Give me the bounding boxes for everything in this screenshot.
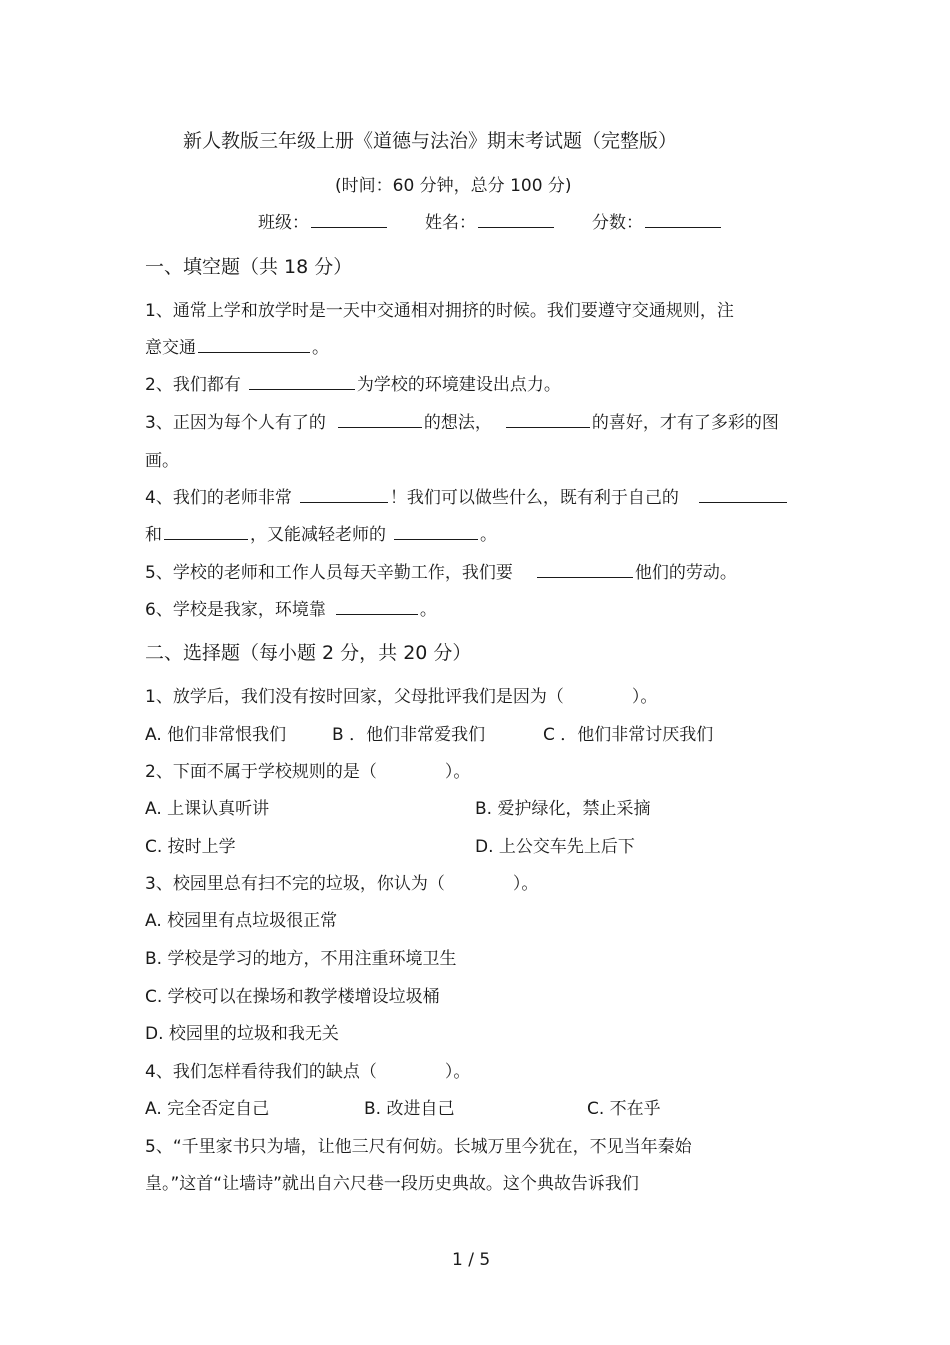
page-number: 1 / 5 xyxy=(452,1250,491,1270)
exam-info: (时间：60 分钟，总分 100 分) xyxy=(335,176,572,196)
fill-q4-blank-1[interactable] xyxy=(300,487,388,503)
choice-q4-option-c[interactable]: C. 不在乎 xyxy=(587,1099,661,1119)
page-title: 新人教版三年级上册《道德与法治》期末考试题（完整版） xyxy=(183,130,678,152)
fill-q2-blank[interactable] xyxy=(249,374,355,390)
choice-q2-option-d[interactable]: D. 上公交车先上后下 xyxy=(475,837,635,857)
fill-q4-line2: 和 ，又能减轻老师的 。 xyxy=(145,525,497,545)
fill-q4-blank-4[interactable] xyxy=(394,524,478,540)
section-choice-title: 二、选择题（每小题 2 分，共 20 分） xyxy=(145,642,472,664)
choice-q1-option-b[interactable]: B ．他们非常爱我们 xyxy=(332,725,486,745)
fill-q4-blank-2[interactable] xyxy=(699,487,787,503)
fill-q5: 5、学校的老师和工作人员每天辛勤工作，我们要 他们的劳动。 xyxy=(145,563,737,583)
fill-q3-blank-1[interactable] xyxy=(338,412,422,428)
fill-q1-line1: 1、通常上学和放学时是一天中交通相对拥挤的时候。我们要遵守交通规则，注 xyxy=(145,301,734,321)
class-label: 班级： xyxy=(258,213,309,233)
class-field[interactable] xyxy=(311,212,387,228)
student-info-row xyxy=(258,212,723,234)
choice-q4-option-b[interactable]: B. 改进自己 xyxy=(364,1099,455,1119)
fill-q4-blank-3[interactable] xyxy=(164,524,248,540)
score-field[interactable] xyxy=(645,212,721,228)
fill-q6-blank[interactable] xyxy=(336,599,418,615)
choice-q2-option-a[interactable]: A. 上课认真听讲 xyxy=(145,799,270,819)
choice-q3-option-d[interactable]: D. 校园里的垃圾和我无关 xyxy=(145,1024,339,1044)
choice-q2-option-b[interactable]: B. 爱护绿化，禁止采摘 xyxy=(475,799,651,819)
choice-q3-option-a[interactable]: A. 校园里有点垃圾很正常 xyxy=(145,911,338,931)
section-fill-in-title: 一、填空题（共 18 分） xyxy=(145,256,353,278)
choice-q3-option-b[interactable]: B. 学校是学习的地方，不用注重环境卫生 xyxy=(145,949,457,969)
choice-q3: 3、校园里总有扫不完的垃圾，你认为（ ）。 xyxy=(145,874,539,894)
fill-q1-line2: 意交通 。 xyxy=(145,338,329,358)
name-field[interactable] xyxy=(478,212,554,228)
score-label: 分数： xyxy=(592,213,643,233)
choice-q5-line1: 5、“千里家书只为墙，让他三尺有何妨。长城万里今犹在，不见当年秦始 xyxy=(145,1137,692,1157)
choice-q4-option-a[interactable]: A. 完全否定自己 xyxy=(145,1099,270,1119)
choice-q4: 4、我们怎样看待我们的缺点（ ）。 xyxy=(145,1062,471,1082)
choice-q1: 1、放学后，我们没有按时回家，父母批评我们是因为（ ）。 xyxy=(145,687,658,707)
fill-q3-line1: 3、正因为每个人有了的 的想法， 的喜好，才有了多彩的图 xyxy=(145,413,779,433)
choice-q2: 2、下面不属于学校规则的是（ ）。 xyxy=(145,762,471,782)
fill-q2: 2、我们都有 为学校的环境建设出点力。 xyxy=(145,375,561,395)
fill-q3-blank-2[interactable] xyxy=(506,412,590,428)
fill-q3-line2: 画。 xyxy=(145,451,179,471)
fill-q4-line1: 4、我们的老师非常 ！我们可以做些什么，既有利于自己的 xyxy=(145,487,789,509)
choice-q1-option-c[interactable]: C ．他们非常讨厌我们 xyxy=(543,725,714,745)
fill-q1-blank[interactable] xyxy=(198,337,310,353)
choice-q2-option-c[interactable]: C. 按时上学 xyxy=(145,837,236,857)
choice-q1-option-a[interactable]: A. 他们非常恨我们 xyxy=(145,725,287,745)
fill-q6: 6、学校是我家，环境靠 。 xyxy=(145,600,437,620)
fill-q5-blank[interactable] xyxy=(537,562,633,578)
choice-q3-option-c[interactable]: C. 学校可以在操场和教学楼增设垃圾桶 xyxy=(145,987,440,1007)
choice-q5-line2: 皇。”这首“让墙诗”就出自六尺巷一段历史典故。这个典故告诉我们 xyxy=(145,1174,639,1194)
name-label: 姓名： xyxy=(425,213,476,233)
